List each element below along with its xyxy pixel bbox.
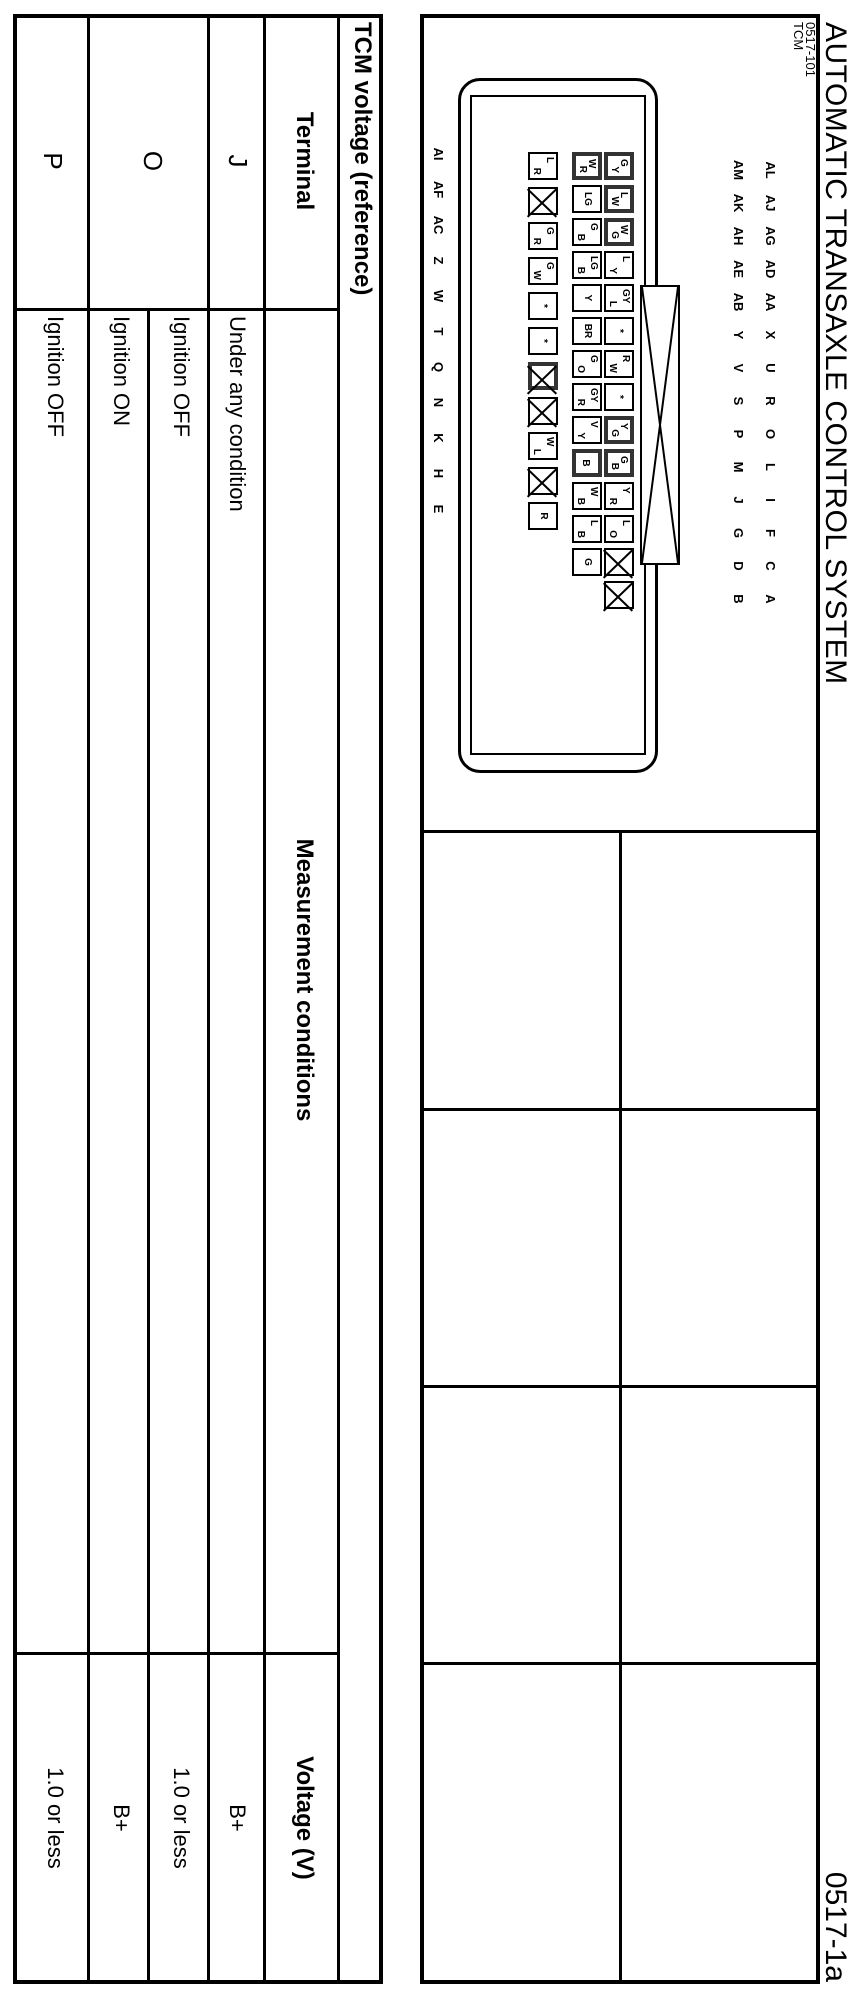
connector-pin bbox=[572, 152, 602, 180]
connector-pin bbox=[604, 251, 634, 279]
pin-wire-color: G bbox=[588, 223, 599, 231]
grid-vline bbox=[420, 1385, 820, 1388]
pin-wire-color: * bbox=[538, 304, 549, 308]
grid-vline bbox=[420, 1108, 820, 1111]
pin-wire-color: L bbox=[620, 256, 631, 263]
pin-label: A bbox=[763, 594, 778, 604]
pin-label: G bbox=[731, 527, 746, 539]
pin-wire-color: W bbox=[609, 196, 620, 206]
pin-wire-color: G bbox=[618, 159, 629, 167]
pin-wire-color: W bbox=[531, 270, 542, 280]
page-id: 0517-1a bbox=[819, 1871, 852, 1982]
pin-wire-color: * bbox=[614, 329, 625, 333]
row-rule bbox=[207, 14, 210, 308]
pin-wire-color: * bbox=[538, 339, 549, 343]
connector-pin bbox=[572, 350, 602, 378]
pin-wire-color: G bbox=[544, 227, 555, 235]
pin-wire-color: G bbox=[618, 456, 629, 464]
pin-wire-color: B bbox=[575, 233, 586, 241]
pin-label: AL bbox=[763, 161, 778, 179]
connector-pin bbox=[572, 218, 602, 246]
cell-terminal: J bbox=[223, 154, 253, 168]
pin-label: W bbox=[431, 289, 446, 303]
connector-pin bbox=[604, 515, 634, 543]
connector-pin bbox=[528, 362, 558, 390]
pin-label: S bbox=[731, 396, 746, 406]
pin-label: AI bbox=[431, 147, 446, 161]
cell-voltage: B+ bbox=[109, 1804, 134, 1832]
pin-label: O bbox=[763, 428, 778, 440]
pin-label: I bbox=[763, 498, 778, 502]
pin-label: C bbox=[763, 561, 778, 571]
pin-label: P bbox=[731, 429, 746, 439]
pin-label: AD bbox=[763, 259, 778, 279]
pin-label: U bbox=[763, 363, 778, 373]
connector-pin bbox=[572, 416, 602, 444]
connector-pin bbox=[572, 251, 602, 279]
pin-label: Q bbox=[431, 361, 446, 373]
cell-voltage: B+ bbox=[225, 1804, 250, 1832]
pin-wire-color: O bbox=[607, 530, 618, 538]
cell-condition: Under any condition bbox=[225, 316, 250, 512]
row-rule bbox=[87, 14, 90, 1984]
connector-pin bbox=[572, 185, 602, 213]
pin-wire-color: GY bbox=[620, 289, 631, 304]
connector-pin bbox=[572, 449, 602, 477]
pin-wire-color: B bbox=[575, 497, 586, 505]
cell-condition: Ignition OFF bbox=[43, 316, 68, 438]
connector-pin bbox=[528, 397, 558, 425]
connector-pin bbox=[604, 185, 634, 213]
connector-pin bbox=[604, 416, 634, 444]
connector-pin bbox=[528, 432, 558, 460]
pin-wire-color: G bbox=[609, 429, 620, 437]
row-rule bbox=[147, 308, 150, 1984]
pin-wire-color: BR bbox=[582, 323, 593, 339]
pin-wire-color: R bbox=[575, 398, 586, 406]
connector-pin bbox=[528, 222, 558, 250]
connector-pin bbox=[604, 284, 634, 312]
pin-wire-color: L bbox=[531, 448, 542, 455]
header-terminal: Terminal bbox=[291, 111, 318, 211]
pin-label: AK bbox=[731, 193, 746, 213]
pin-wire-color: V bbox=[588, 421, 599, 428]
pin-wire-color: L bbox=[618, 192, 629, 199]
pin-wire-color: B bbox=[575, 530, 586, 538]
cell-condition: Ignition OFF bbox=[169, 316, 194, 438]
pin-wire-color: Y bbox=[575, 432, 586, 439]
pin-wire-color: Y bbox=[582, 294, 593, 302]
pin-label: N bbox=[431, 397, 446, 408]
connector-pin bbox=[604, 152, 634, 180]
pin-wire-color: L bbox=[620, 520, 631, 527]
connector-pin bbox=[572, 482, 602, 510]
pin-wire-color: GY bbox=[588, 388, 599, 403]
connector-pin bbox=[604, 548, 634, 576]
pin-wire-color: W bbox=[586, 159, 597, 169]
pin-label: K bbox=[431, 433, 446, 443]
pin-label: AM bbox=[731, 159, 746, 181]
connector-pin bbox=[528, 502, 558, 530]
connector-pin bbox=[604, 350, 634, 378]
pin-label: D bbox=[731, 561, 746, 571]
pin-wire-color: LG bbox=[582, 192, 593, 206]
connector-pin bbox=[528, 327, 558, 355]
pin-label: L bbox=[763, 463, 778, 471]
diagram-name-text: TCM bbox=[791, 22, 806, 51]
grid-hline bbox=[619, 830, 622, 1984]
pin-wire-color: G bbox=[609, 231, 620, 239]
pin-label: F bbox=[763, 529, 778, 537]
header-voltage: Voltage (V) bbox=[291, 1756, 318, 1880]
connector-pin bbox=[572, 515, 602, 543]
connector-pin bbox=[604, 581, 634, 609]
pin-wire-color: G bbox=[582, 558, 593, 566]
pin-wire-color: W bbox=[588, 487, 599, 497]
pin-wire-color: R bbox=[620, 355, 631, 363]
pin-label: AC bbox=[431, 215, 446, 235]
pin-wire-color: * bbox=[614, 395, 625, 399]
connector-pin bbox=[604, 218, 634, 246]
pin-wire-color: L bbox=[544, 157, 555, 164]
cell-voltage: 1.0 or less bbox=[169, 1767, 194, 1869]
pin-label: AE bbox=[731, 259, 746, 279]
pin-wire-color: B bbox=[580, 459, 591, 467]
pin-wire-color: Y bbox=[618, 423, 629, 430]
cell-voltage: 1.0 or less bbox=[43, 1767, 68, 1869]
pin-wire-color: B bbox=[609, 462, 620, 470]
pin-label: M bbox=[731, 461, 746, 473]
connector-pins bbox=[418, 0, 858, 1000]
pin-wire-color: R bbox=[577, 165, 588, 173]
pin-label: V bbox=[731, 363, 746, 373]
diagram-code-text: 0517-101 bbox=[803, 22, 818, 77]
pin-wire-color: L bbox=[607, 300, 618, 307]
header-conditions: Measurement conditions bbox=[291, 838, 318, 1122]
pin-label: AG bbox=[763, 226, 778, 246]
pin-wire-color: LG bbox=[588, 256, 599, 270]
connector-pin bbox=[528, 152, 558, 180]
connector-pin bbox=[572, 284, 602, 312]
pin-label: B bbox=[731, 594, 746, 604]
page-title: AUTOMATIC TRANSAXLE CONTROL SYSTEM bbox=[819, 22, 852, 685]
pin-wire-color: R bbox=[607, 497, 618, 505]
pin-label: J bbox=[731, 496, 746, 504]
connector-pin bbox=[604, 449, 634, 477]
pin-wire-color: W bbox=[607, 363, 618, 373]
pin-wire-color: O bbox=[575, 365, 586, 373]
connector-pin bbox=[528, 187, 558, 215]
table-title: TCM voltage (reference) bbox=[349, 22, 376, 296]
cell-terminal: P bbox=[38, 152, 68, 170]
pin-label: T bbox=[431, 327, 446, 336]
pin-wire-color: L bbox=[588, 520, 599, 527]
pin-label: E bbox=[431, 504, 446, 514]
pin-label: AH bbox=[731, 226, 746, 246]
pin-wire-color: G bbox=[544, 262, 555, 270]
connector-pin bbox=[604, 317, 634, 345]
pin-label: AB bbox=[731, 292, 746, 312]
connector-pin bbox=[572, 548, 602, 576]
grid-vline bbox=[420, 1662, 820, 1665]
pin-label: Z bbox=[431, 256, 446, 265]
pin-wire-color: R bbox=[531, 167, 542, 175]
pin-label: AF bbox=[431, 180, 446, 199]
connector-pin bbox=[604, 383, 634, 411]
pin-wire-color: R bbox=[538, 512, 549, 520]
connector-pin bbox=[528, 257, 558, 285]
pin-wire-color: R bbox=[531, 237, 542, 245]
pin-wire-color: Y bbox=[620, 487, 631, 494]
pin-label: X bbox=[763, 330, 778, 340]
pin-wire-color: W bbox=[544, 437, 555, 447]
row-rule bbox=[207, 308, 210, 1984]
pin-label: Y bbox=[731, 330, 746, 340]
pin-label: H bbox=[431, 468, 446, 479]
connector-pin bbox=[528, 292, 558, 320]
pin-wire-color: W bbox=[618, 225, 629, 235]
connector-pin bbox=[528, 467, 558, 495]
pin-wire-color: Y bbox=[607, 267, 618, 274]
pin-label: R bbox=[763, 396, 778, 406]
pin-wire-color: Y bbox=[609, 166, 620, 173]
pin-wire-color: G bbox=[588, 355, 599, 363]
cell-terminal: O bbox=[138, 150, 168, 172]
pin-label: AJ bbox=[763, 194, 778, 212]
pin-label: AA bbox=[763, 292, 778, 312]
cell-condition: Ignition ON bbox=[109, 316, 134, 427]
connector-pin bbox=[572, 383, 602, 411]
connector-pin bbox=[604, 482, 634, 510]
pin-wire-color: B bbox=[575, 266, 586, 274]
connector-pin bbox=[572, 317, 602, 345]
